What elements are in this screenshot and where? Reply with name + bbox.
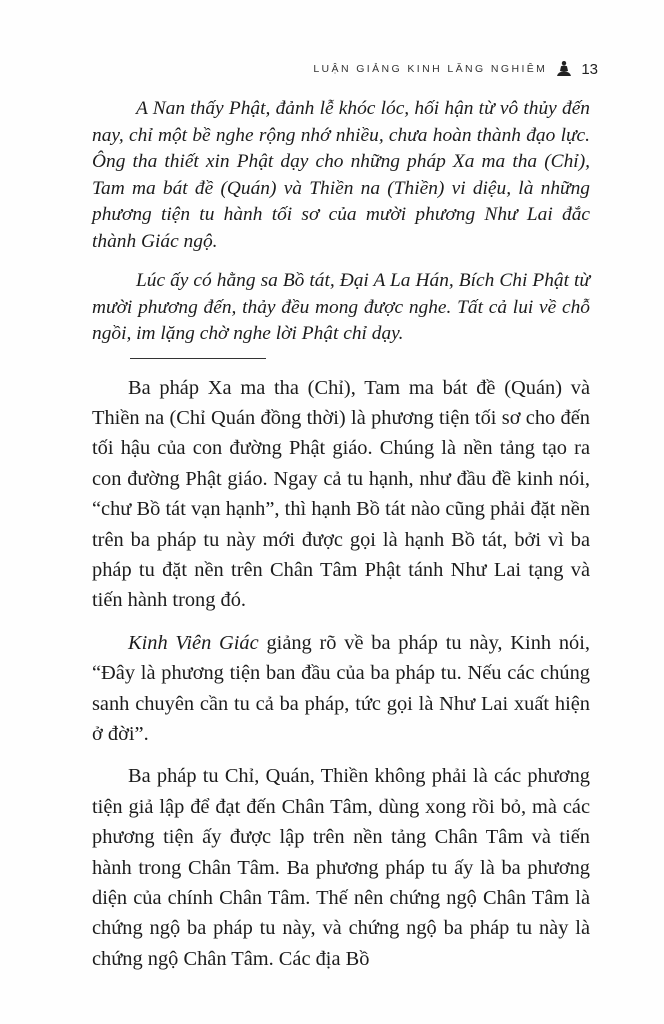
sutra-quote-1: A Nan thấy Phật, đảnh lễ khóc lóc, hối hận từ vô thủy đến nay, chỉ một bề nghe rộng nhớ nhiều, chưa hoàn thành đạo lực. Ông tha thiết xin Phật dạy cho những pháp Xa ma tha (Chỉ), Tam ma bát đề (Quán) và Thiền na (Thiền) vi diệu, là những phương tiện tu hành tối sơ của mười phương Như Lai đắc thành Giác ngộ.	[92, 98, 590, 252]
section-divider	[130, 358, 266, 359]
commentary-paragraph-2	[92, 628, 590, 750]
commentary-paragraph-3: Ba pháp tu Chỉ, Quán, Thiền không phải là các phương tiện giả lập để đạt đến Chân Tâm, dùng xong rồi bỏ, mà các phương tiện ấy được lập trên nền tảng Chân Tâm và tiến hành trong Chân Tâm. Ba phương pháp tu ấy là ba phương diện của chính Chân Tâm. Thế nên chứng ngộ Chân Tâm là chứng ngộ ba pháp tu này, và chứng ngộ ba pháp tu này là chứng ngộ Chân Tâm. Các địa Bồ	[92, 765, 590, 970]
page-header	[313, 60, 598, 78]
sutra-title: Kinh Viên Giác	[128, 631, 259, 654]
running-title: LUẬN GIẢNG KINH LĂNG NGHIÊM	[313, 63, 548, 75]
commentary-paragraph-1: Ba pháp Xa ma tha (Chỉ), Tam ma bát đề (Quán) và Thiền na (Chỉ Quán đồng thời) là phương tiện tối sơ cho đến tối hậu của con đường Phật giáo. Chúng là nền tảng tạo ra con đường Phật giáo. Ngay cả tu hạnh, như đầu đề kinh nói, “chư Bồ tát vạn hạnh”, thì hạnh Bồ tát nào cũng phải đặt nền trên ba pháp tu này mới được gọi là hạnh Bồ tát, bởi vì ba pháp tu đặt nền trên Chân Tâm Phật tánh Như Lai tạng và tiến hành trong đó.	[92, 376, 590, 612]
buddha-icon	[555, 60, 573, 78]
commentary-paragraph-2-text: giảng rõ về ba pháp tu này, Kinh nói, “Đây là phương tiện ban đầu của ba pháp tu. Nếu các chúng sanh chuyên cần tu cả ba pháp, tức gọi là Như Lai xuất hiện ở đời”.	[92, 631, 590, 745]
page-content	[92, 94, 590, 974]
sutra-quote-2: Lúc ấy có hằng sa Bồ tát, Đại A La Hán, Bích Chi Phật từ mười phương đến, thảy đều mong được nghe. Tất cả lui về chỗ ngồi, im lặng chờ nghe lời Phật chỉ dạy.	[92, 270, 590, 344]
page-number: 13	[581, 60, 598, 78]
